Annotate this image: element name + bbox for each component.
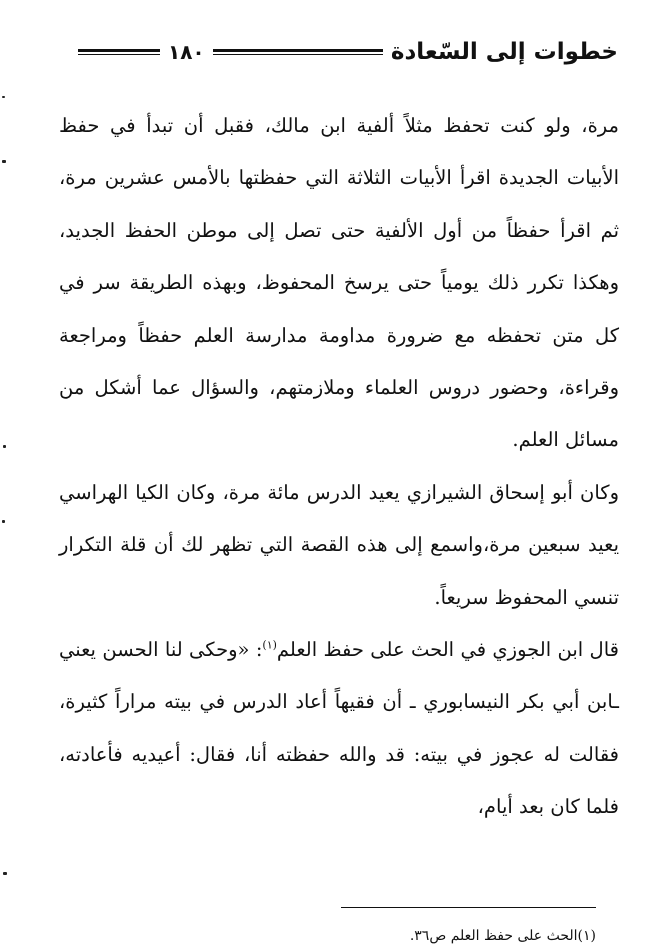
- header-rule-left: [213, 49, 383, 55]
- page-number: ١٨٠: [168, 40, 205, 64]
- paragraph-2: وكان أبو إسحاق الشيرازي يعيد الدرس مائة مرة، وكان الكيا الهراسي يعيد سبعين مرة،واسمع إلى هذه القصة التي تظهر لك أن قلة التكرار تنسي المحفوظ سريعاً.: [59, 480, 619, 609]
- scan-speck: [3, 872, 7, 875]
- footnote: (١)الحث على حفظ العلم ص٣٦.: [409, 928, 596, 944]
- running-header: [78, 32, 618, 72]
- scan-speck: [2, 520, 5, 523]
- paragraph-3: [59, 624, 619, 834]
- paragraph-1: مرة، ولو كنت تحفظ مثلاً ألفية ابن مالك، فقبل أن تبدأ في حفظ الأبيات الجديدة اقرأ الأبيات الثلاثة التي حفظتها بالأمس عشرين مرة، ثم اقرأ حفظاً من أول الألفية حتى تصل إلى موطن الحفظ الجديد، وهكذا تكرر ذلك يومياً حتى يرسخ المحفوظ، وبهذه الطريقة سر في كل متن تحفظه مع ضرورة مداومة مدارسة العلم حفظاً ومراجعة وقراءة، وحضور دروس العلماء وملازمتهم، والسؤال عما أشكل من مسائل العلم.: [59, 114, 619, 452]
- scan-speck: [3, 445, 6, 448]
- book-title: خطوات إلى السّعادة: [390, 39, 618, 65]
- body-text: [59, 100, 619, 834]
- paragraph-3-lead: قال ابن الجوزي في الحث على حفظ العلم: [276, 638, 619, 662]
- paragraph-3-quote: : «وحكى لنا الحسن يعني ـابن أبي بكر النيسابوري ـ أن فقيهاً أعاد الدرس في بيته مراراً كثيرة، فقالت له عجوز في بيته: قد والله حفظته أنا، فقال: أعيديه فأعادته، فلما كان بعد أيام،: [59, 638, 619, 819]
- footnote-divider: [341, 907, 596, 908]
- header-rule-right: [78, 49, 160, 55]
- scan-speck: [2, 160, 6, 163]
- footnote-reference: (١): [262, 638, 277, 652]
- scan-speck: [2, 96, 5, 98]
